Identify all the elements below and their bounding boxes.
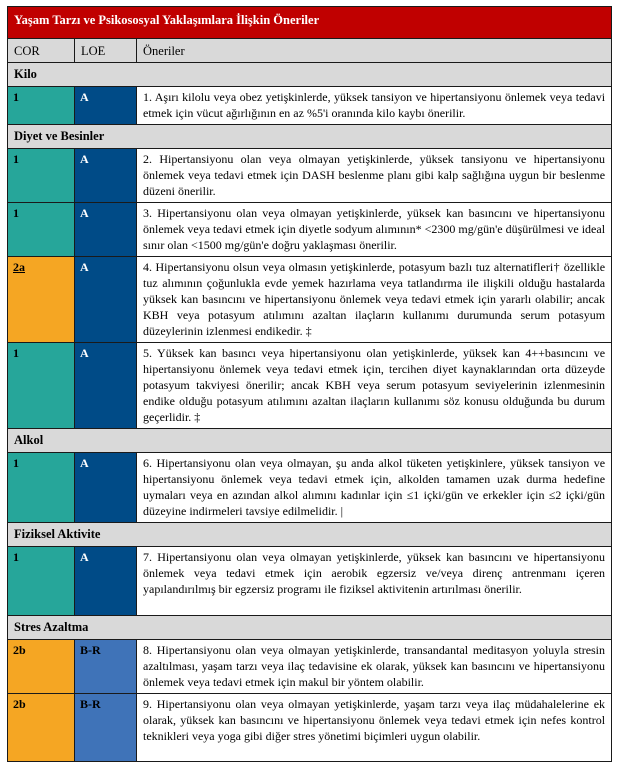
header-cor: COR (8, 39, 75, 63)
section-row-diyet (8, 125, 612, 149)
table-row (8, 453, 612, 523)
cor-value: 2b (8, 640, 75, 694)
cor-value: 1 (8, 149, 75, 203)
header-recommendations: Öneriler (137, 39, 612, 63)
table-title-row (8, 7, 612, 39)
recommendation-text: 3. Hipertansiyonu olan veya olmayan yetişkinlerde, yüksek kan basıncını ve hipertansiyonu önlemek veya tedavi etmek için diyetle sodyum alımının* <2300 mg/gün'e düşürülmesi ve ideal sınır olan <1500 mg/gün'e doğru yaklaşması önerilir. (137, 203, 612, 257)
loe-value: A (75, 257, 137, 343)
loe-value: A (75, 343, 137, 429)
recommendation-text: 2. Hipertansiyonu olan veya olmayan yetişkinlerde, yüksek tansiyonu ve hipertansiyonu önlemek veya tedavi etmek için DASH beslenme planı gibi kalp sağlığına uygun bir beslenme düzeni önerilir. (137, 149, 612, 203)
recommendation-text: 9. Hipertansiyonu olan veya olmayan yetişkinlerde, yaşam tarzı veya ilaç müdahalelerine ek olarak, yüksek kan basıncını ve hipertansiyonu önlemek veya tedavi etmek için nefes kontrol teknikleri veya yoga gibi diğer stres yönetimi biçimleri uygun olabilir. (137, 694, 612, 762)
section-row-kilo (8, 63, 612, 87)
section-title: Alkol (8, 429, 612, 453)
recommendation-text: 5. Yüksek kan basıncı veya hipertansiyonu olan yetişkinlerde, yüksek kan 4++basıncını ve hipertansiyonu önlemek veya tedavi etmek için, tercihen diyet kaynaklarından orta düzeyde potasyum takviyesi önerilir; ancak KBH veya serum potasyum seviyelerinin izlenmesinin endike olduğu potasyum atılımını azaltan ilaçların kullanımı söz konusu olduğunda bu durum geçerlidir. ‡ (137, 343, 612, 429)
loe-value: A (75, 87, 137, 125)
table-row (8, 343, 612, 429)
loe-value: A (75, 453, 137, 523)
table-row (8, 547, 612, 616)
recommendation-text: 1. Aşırı kilolu veya obez yetişkinlerde, yüksek tansiyon ve hipertansiyonu önlemek veya tedavi etmek için vücut ağırlığının en az %5'i oranında kilo kaybı önerilir. (137, 87, 612, 125)
section-title: Fiziksel Aktivite (8, 523, 612, 547)
table-row (8, 203, 612, 257)
loe-value: A (75, 203, 137, 257)
cor-value: 1 (8, 203, 75, 257)
table-title: Yaşam Tarzı ve Psikososyal Yaklaşımlara İlişkin Öneriler (8, 7, 612, 39)
recommendation-text: 6. Hipertansiyonu olan veya olmayan, şu anda alkol tüketen yetişkinlere, yüksek tansiyon ve hipertansiyonu önlemek veya tedavi etmek için, alkolden tamamen uzak durma hedefine uymaları veya en azından alkol alımını kadınlar için ≤1 içki/gün ve erkekler için ≤2 içki/gün düzeyine indirmeleri tavsiye edilmelidir. | (137, 453, 612, 523)
loe-value: A (75, 547, 137, 616)
header-loe: LOE (75, 39, 137, 63)
table-row (8, 694, 612, 762)
table-row (8, 640, 612, 694)
recommendations-table (7, 6, 612, 762)
loe-value: B-R (75, 640, 137, 694)
recommendation-text: 7. Hipertansiyonu olan veya olmayan yetişkinlerde, yüksek kan basıncını ve hipertansiyonu önlemek veya tedavi etmek için aerobik egzersiz ve/veya direnç antrenmanı içeren yapılandırılmış bir egzersiz programı ile fiziksel aktivitenin artırılması önerilir. (137, 547, 612, 616)
cor-value: 1 (8, 343, 75, 429)
recommendation-text: 8. Hipertansiyonu olan veya olmayan yetişkinlerde, transandantal meditasyon yoluyla stresin azaltılması, yaşam tarzı veya ilaç tedavisine ek olarak, yüksek kan basıncını ve hipertansiyonu önlemek veya tedavi etmek için makul bir yöntem olabilir. (137, 640, 612, 694)
recommendation-text: 4. Hipertansiyonu olsun veya olmasın yetişkinlerde, potasyum bazlı tuz alternatifleri† özellikle tuz alımının çoğunlukla evde yemek hazırlama veya tatlandırma ile ilişkili olduğu hastalarda yüksek kan basıncını ve hipertansiyonu önlemek veya tedavi etmek için yararlı olabilir; ancak KBH veya potasyum atılımını azaltan ilaçların kullanımı durumunda serum potasyum düzeylerinin izlenmesi endikedir. ‡ (137, 257, 612, 343)
section-row-stres (8, 616, 612, 640)
loe-value: A (75, 149, 137, 203)
cor-value: 1 (8, 87, 75, 125)
section-title: Kilo (8, 63, 612, 87)
recommendations-table-container (7, 6, 611, 762)
section-title: Stres Azaltma (8, 616, 612, 640)
cor-value: 1 (8, 453, 75, 523)
table-row (8, 87, 612, 125)
loe-value: B-R (75, 694, 137, 762)
cor-value: 1 (8, 547, 75, 616)
table-row (8, 149, 612, 203)
section-row-fiziksel (8, 523, 612, 547)
section-row-alkol (8, 429, 612, 453)
cor-value (8, 257, 75, 343)
cor-value: 2b (8, 694, 75, 762)
section-title: Diyet ve Besinler (8, 125, 612, 149)
cor-value-text: 2a (13, 260, 25, 274)
table-header-row (8, 39, 612, 63)
table-row (8, 257, 612, 343)
